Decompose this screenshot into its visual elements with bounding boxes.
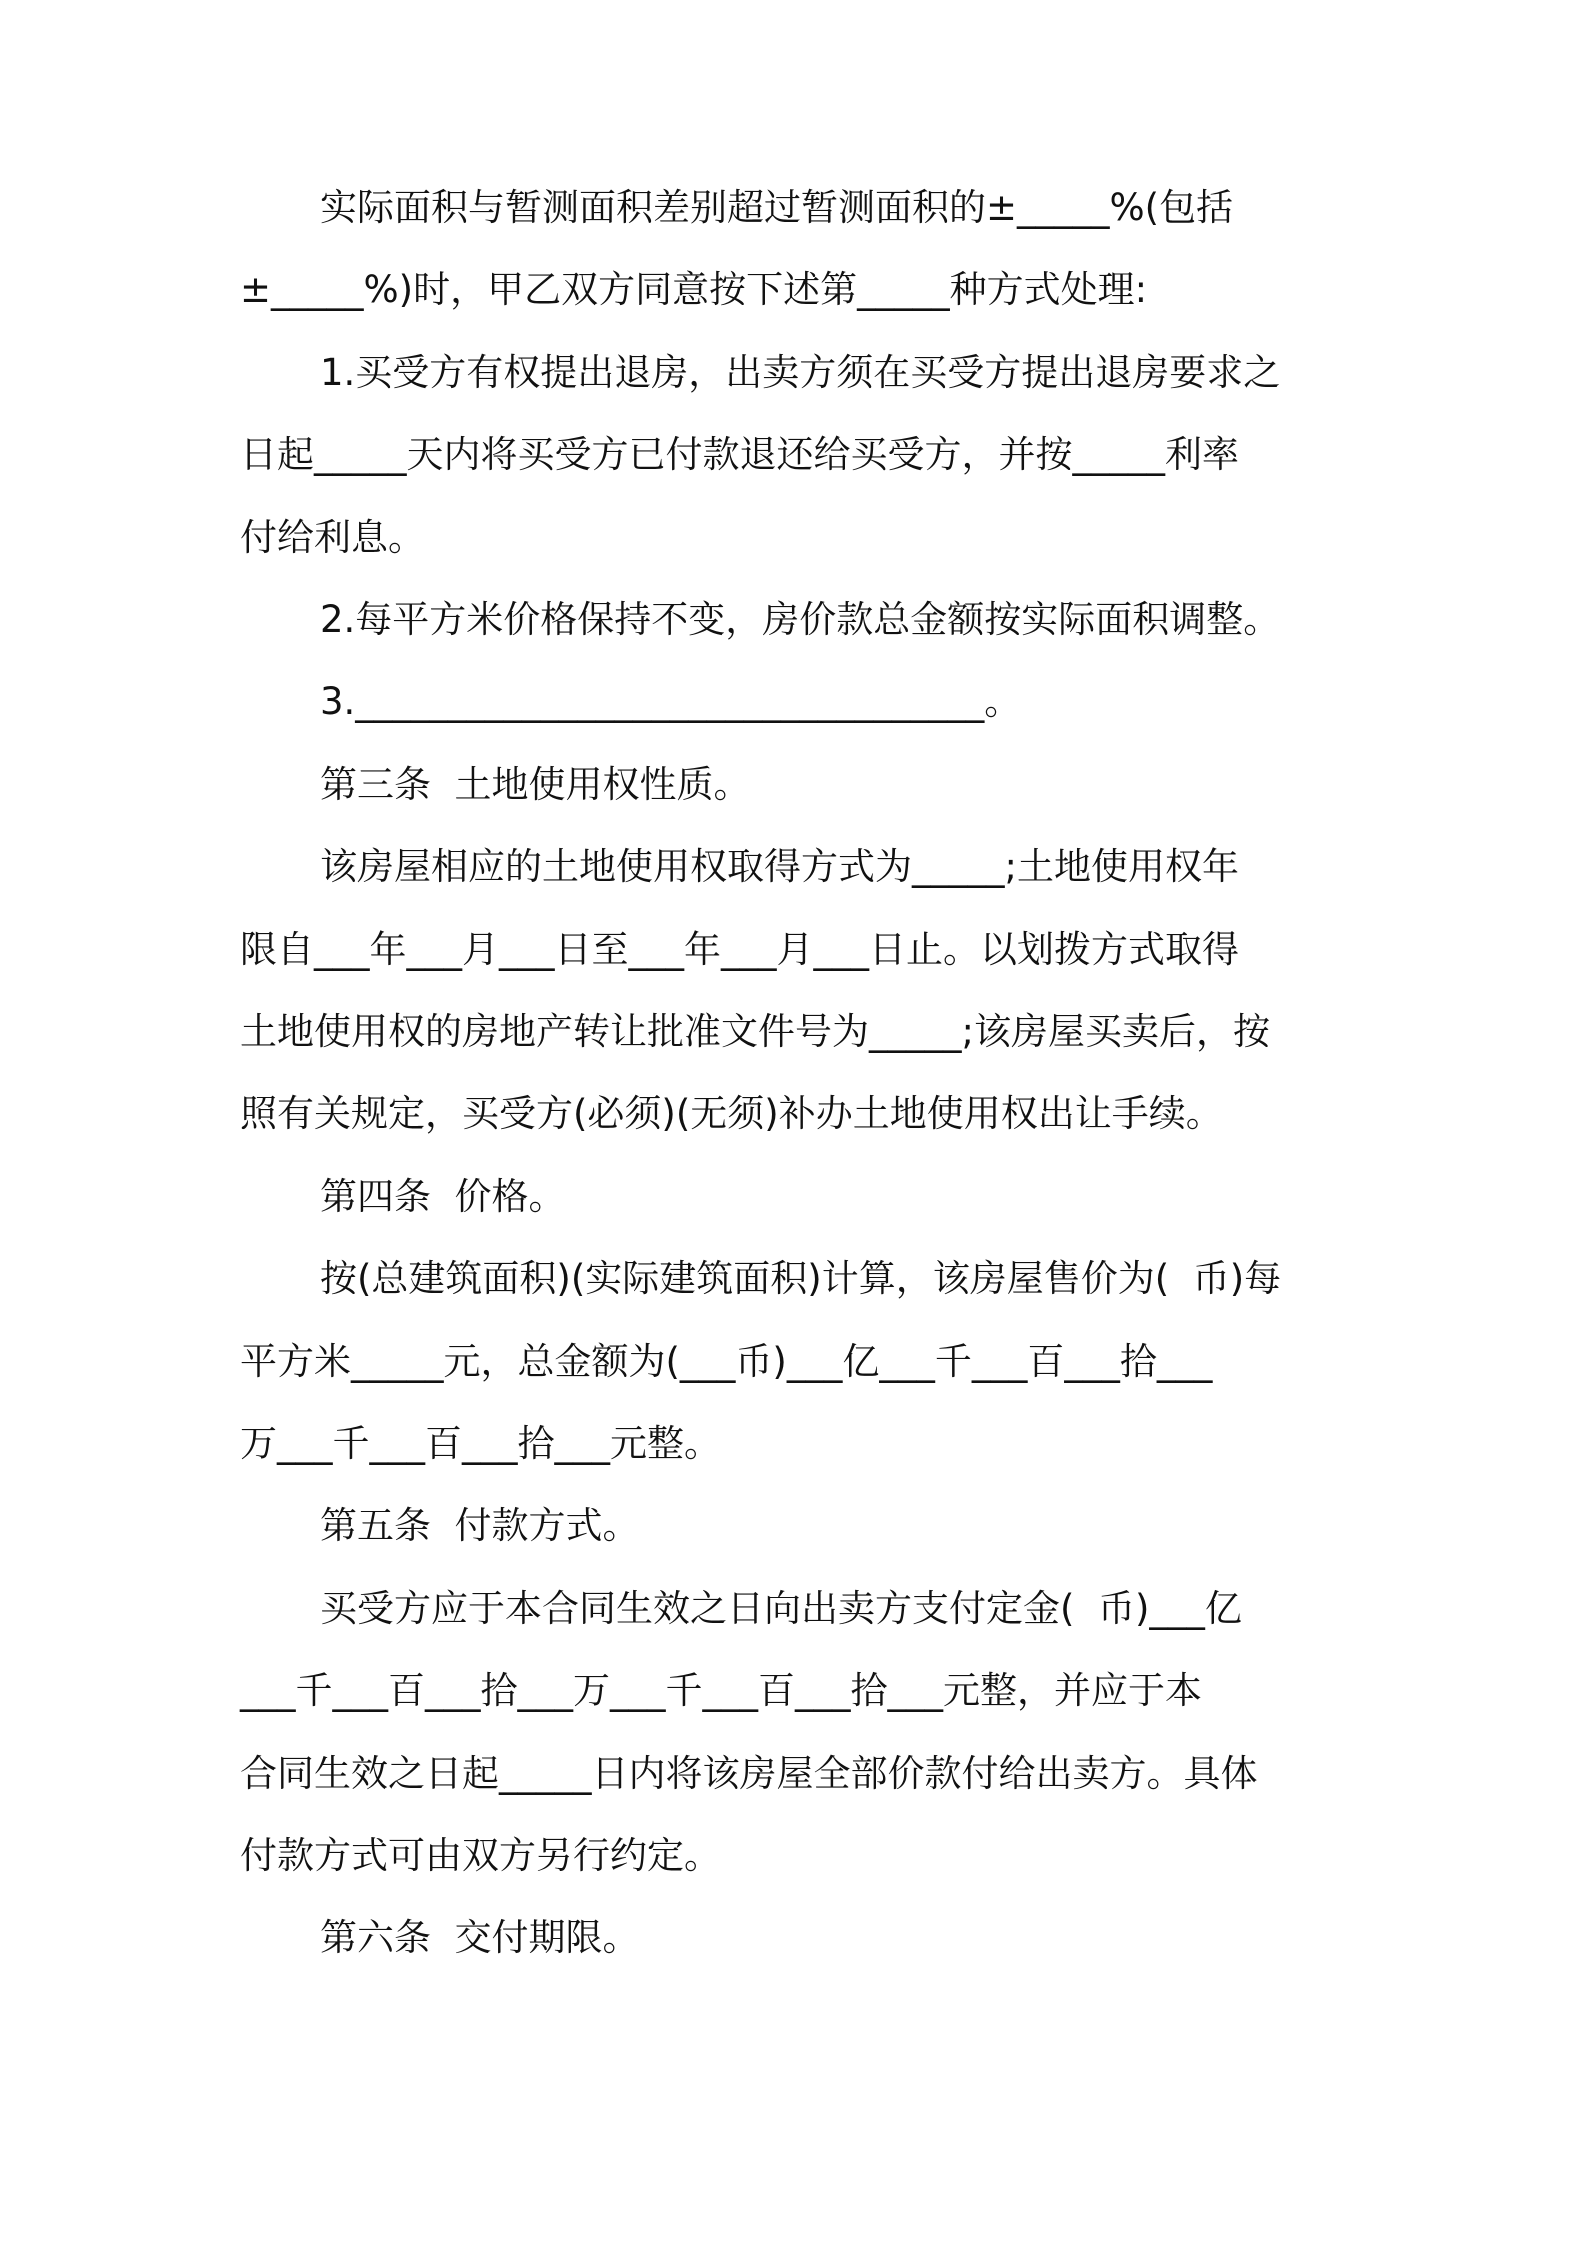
- text-line: 按(总建筑面积)(实际建筑面积)计算，该房屋售价为( 币)每: [320, 1257, 1282, 1300]
- section-heading: 第五条 付款方式。: [320, 1504, 640, 1547]
- text-line: 1.买受方有权提出退房，出卖方须在买受方提出退房要求之: [320, 351, 1281, 394]
- text-line: 日起_____天内将买受方已付款退还给买受方，并按_____利率: [240, 433, 1239, 476]
- text-line: 土地使用权的房地产转让批准文件号为_____;该房屋买卖后，按: [240, 1010, 1270, 1053]
- text-line: 该房屋相应的土地使用权取得方式为_____;土地使用权年: [320, 845, 1239, 888]
- text-line: 照有关规定，买受方(必须)(无须)补办土地使用权出让手续。: [240, 1092, 1223, 1135]
- text-line: 付款方式可由双方另行约定。: [240, 1834, 721, 1877]
- text-line: 平方米_____元，总金额为(___币)___亿___千___百___拾___: [240, 1340, 1213, 1383]
- text-line: ±_____%)时，甲乙双方同意按下述第_____种方式处理:: [240, 268, 1148, 311]
- text-line: 万___千___百___拾___元整。: [240, 1422, 721, 1465]
- text-line: ___千___百___拾___万___千___百___拾___元整，并应于本: [240, 1669, 1202, 1712]
- text-line: 限自___年___月___日至___年___月___日止。以划拨方式取得: [240, 928, 1239, 971]
- text-line: 付给利息。: [240, 516, 425, 559]
- section-heading: 第六条 交付期限。: [320, 1916, 640, 1959]
- text-line: 2.每平方米价格保持不变，房价款总金额按实际面积调整。: [320, 598, 1281, 641]
- section-heading: 第三条 土地使用权性质。: [320, 763, 751, 806]
- text-line: 合同生效之日起_____日内将该房屋全部价款付给出卖方。具体: [240, 1752, 1258, 1795]
- text-line: 买受方应于本合同生效之日向出卖方支付定金( 币)___亿: [320, 1587, 1242, 1630]
- text-line: 3.__________________________________。: [320, 680, 1022, 723]
- section-heading: 第四条 价格。: [320, 1175, 566, 1218]
- text-line: 实际面积与暂测面积差别超过暂测面积的±_____%(包括: [320, 186, 1234, 229]
